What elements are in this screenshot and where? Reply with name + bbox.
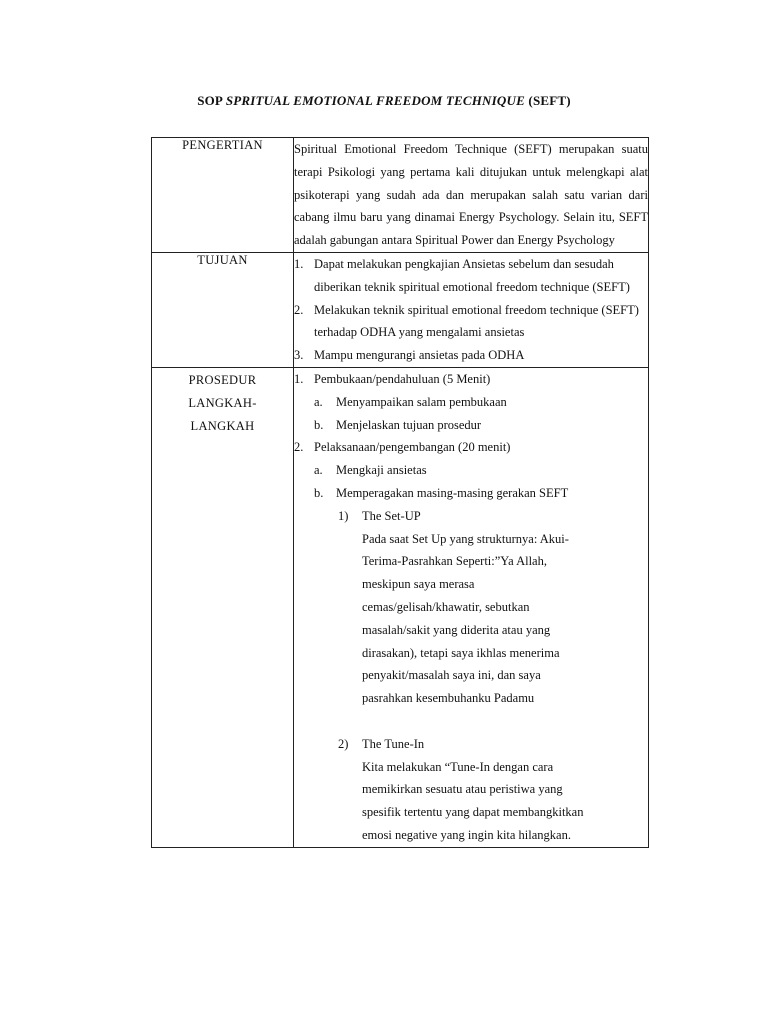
step-number: 1. bbox=[294, 371, 304, 386]
paragraph-line: cemas/gelisah/khawatir, sebutkan bbox=[362, 599, 530, 614]
list-item bbox=[294, 253, 648, 299]
step-item bbox=[294, 368, 648, 391]
row-prosedur bbox=[152, 367, 649, 847]
step-number: 2. bbox=[294, 440, 304, 455]
list-number: 3. bbox=[294, 348, 304, 363]
substep-letter: b. bbox=[314, 417, 324, 432]
title-italic: SPRITUAL EMOTIONAL FREEDOM TECHNIQUE bbox=[225, 93, 525, 108]
substep-item bbox=[294, 414, 648, 437]
substep-letter: b. bbox=[314, 485, 324, 500]
blank-line bbox=[294, 710, 648, 733]
list-item bbox=[294, 344, 648, 367]
row-tujuan bbox=[152, 252, 649, 367]
label-tujuan: TUJUAN bbox=[152, 252, 294, 367]
paragraph-line: dirasakan), tetapi saya ikhlas menerima bbox=[362, 645, 560, 660]
list-number: 1. bbox=[294, 256, 304, 271]
list-text: Dapat melakukan pengkajian Ansietas sebelum dan sesudah diberikan teknik spiritual emotional freedom technique (SEFT) bbox=[314, 256, 630, 294]
label-prosedur bbox=[152, 367, 294, 847]
paragraph-line: Pada saat Set Up yang strukturnya: Akui- bbox=[362, 531, 569, 546]
substep-text: Memperagakan masing-masing gerakan SEFT bbox=[336, 485, 569, 500]
paragraph-line: masalah/sakit yang diderita atau yang bbox=[362, 622, 551, 637]
label-pengertian: PENGERTIAN bbox=[152, 138, 294, 253]
pengertian-cell bbox=[294, 138, 649, 253]
paragraph-line: spesifik tertentu yang dapat membangkitkan bbox=[362, 805, 584, 820]
substep-letter: a. bbox=[314, 463, 323, 478]
substep-item bbox=[294, 482, 648, 505]
sub-substep-item bbox=[294, 505, 648, 528]
step-text: Pelaksanaan/pengembangan (20 menit) bbox=[314, 440, 511, 455]
paragraph-line: meskipun saya merasa bbox=[362, 577, 475, 592]
list-number: 2. bbox=[294, 302, 304, 317]
prosedur-cell bbox=[294, 367, 649, 847]
list-item bbox=[294, 299, 648, 345]
sub-substep-number: 2) bbox=[338, 736, 349, 751]
tunein-paragraph bbox=[294, 756, 632, 847]
sub-substep-number: 1) bbox=[338, 508, 349, 523]
substep-text: Menjelaskan tujuan prosedur bbox=[336, 417, 482, 432]
document-title bbox=[0, 93, 768, 109]
paragraph-line: emosi negative yang ingin kita hilangkan. bbox=[362, 827, 571, 842]
substep-item bbox=[294, 459, 648, 482]
pengertian-text: Spiritual Emotional Freedom Technique (SEFT) merupakan suatu terapi Psikologi yang pertama kali ditujukan untuk melengkapi alat psikoterapi yang sudah ada dan merupakan salah satu varian dari cabang ilmu baru yang dinamai Energy Psychology. Selain itu, SEFT adalah gabungan antara Spiritual Power dan Energy Psychology bbox=[294, 142, 648, 248]
paragraph-line: Terima-Pasrahkan Seperti:”Ya Allah, bbox=[362, 554, 547, 569]
sop-table bbox=[151, 137, 649, 848]
paragraph-line: penyakit/masalah saya ini, dan saya bbox=[362, 668, 541, 683]
substep-item bbox=[294, 391, 648, 414]
substep-text: Menyampaikan salam pembukaan bbox=[336, 394, 507, 409]
step-item bbox=[294, 436, 648, 459]
paragraph-line: memikirkan sesuatu atau peristiwa yang bbox=[362, 782, 563, 797]
sub-substep-title: The Tune-In bbox=[362, 736, 425, 751]
list-text: Mampu mengurangi ansietas pada ODHA bbox=[314, 348, 525, 363]
substep-letter: a. bbox=[314, 394, 323, 409]
label-prosedur-line: PROSEDUR bbox=[188, 372, 257, 387]
title-suffix: (SEFT) bbox=[524, 93, 571, 108]
substep-text: Mengkaji ansietas bbox=[336, 463, 427, 478]
row-pengertian bbox=[152, 138, 649, 253]
step-text: Pembukaan/pendahuluan (5 Menit) bbox=[314, 371, 491, 386]
paragraph-line: Kita melakukan “Tune-In dengan cara bbox=[362, 759, 554, 774]
sub-substep-item bbox=[294, 733, 648, 756]
title-prefix: SOP bbox=[197, 93, 226, 108]
label-prosedur-line: LANGKAH- bbox=[188, 395, 257, 410]
list-text: Melakukan teknik spiritual emotional freedom technique (SEFT) terhadap ODHA yang mengalami ansietas bbox=[314, 302, 639, 340]
paragraph-line: pasrahkan kesembuhanku Padamu bbox=[362, 691, 535, 706]
label-prosedur-line: LANGKAH bbox=[190, 418, 255, 433]
tujuan-cell bbox=[294, 252, 649, 367]
setup-paragraph bbox=[294, 528, 577, 710]
sub-substep-title: The Set-UP bbox=[362, 508, 421, 523]
